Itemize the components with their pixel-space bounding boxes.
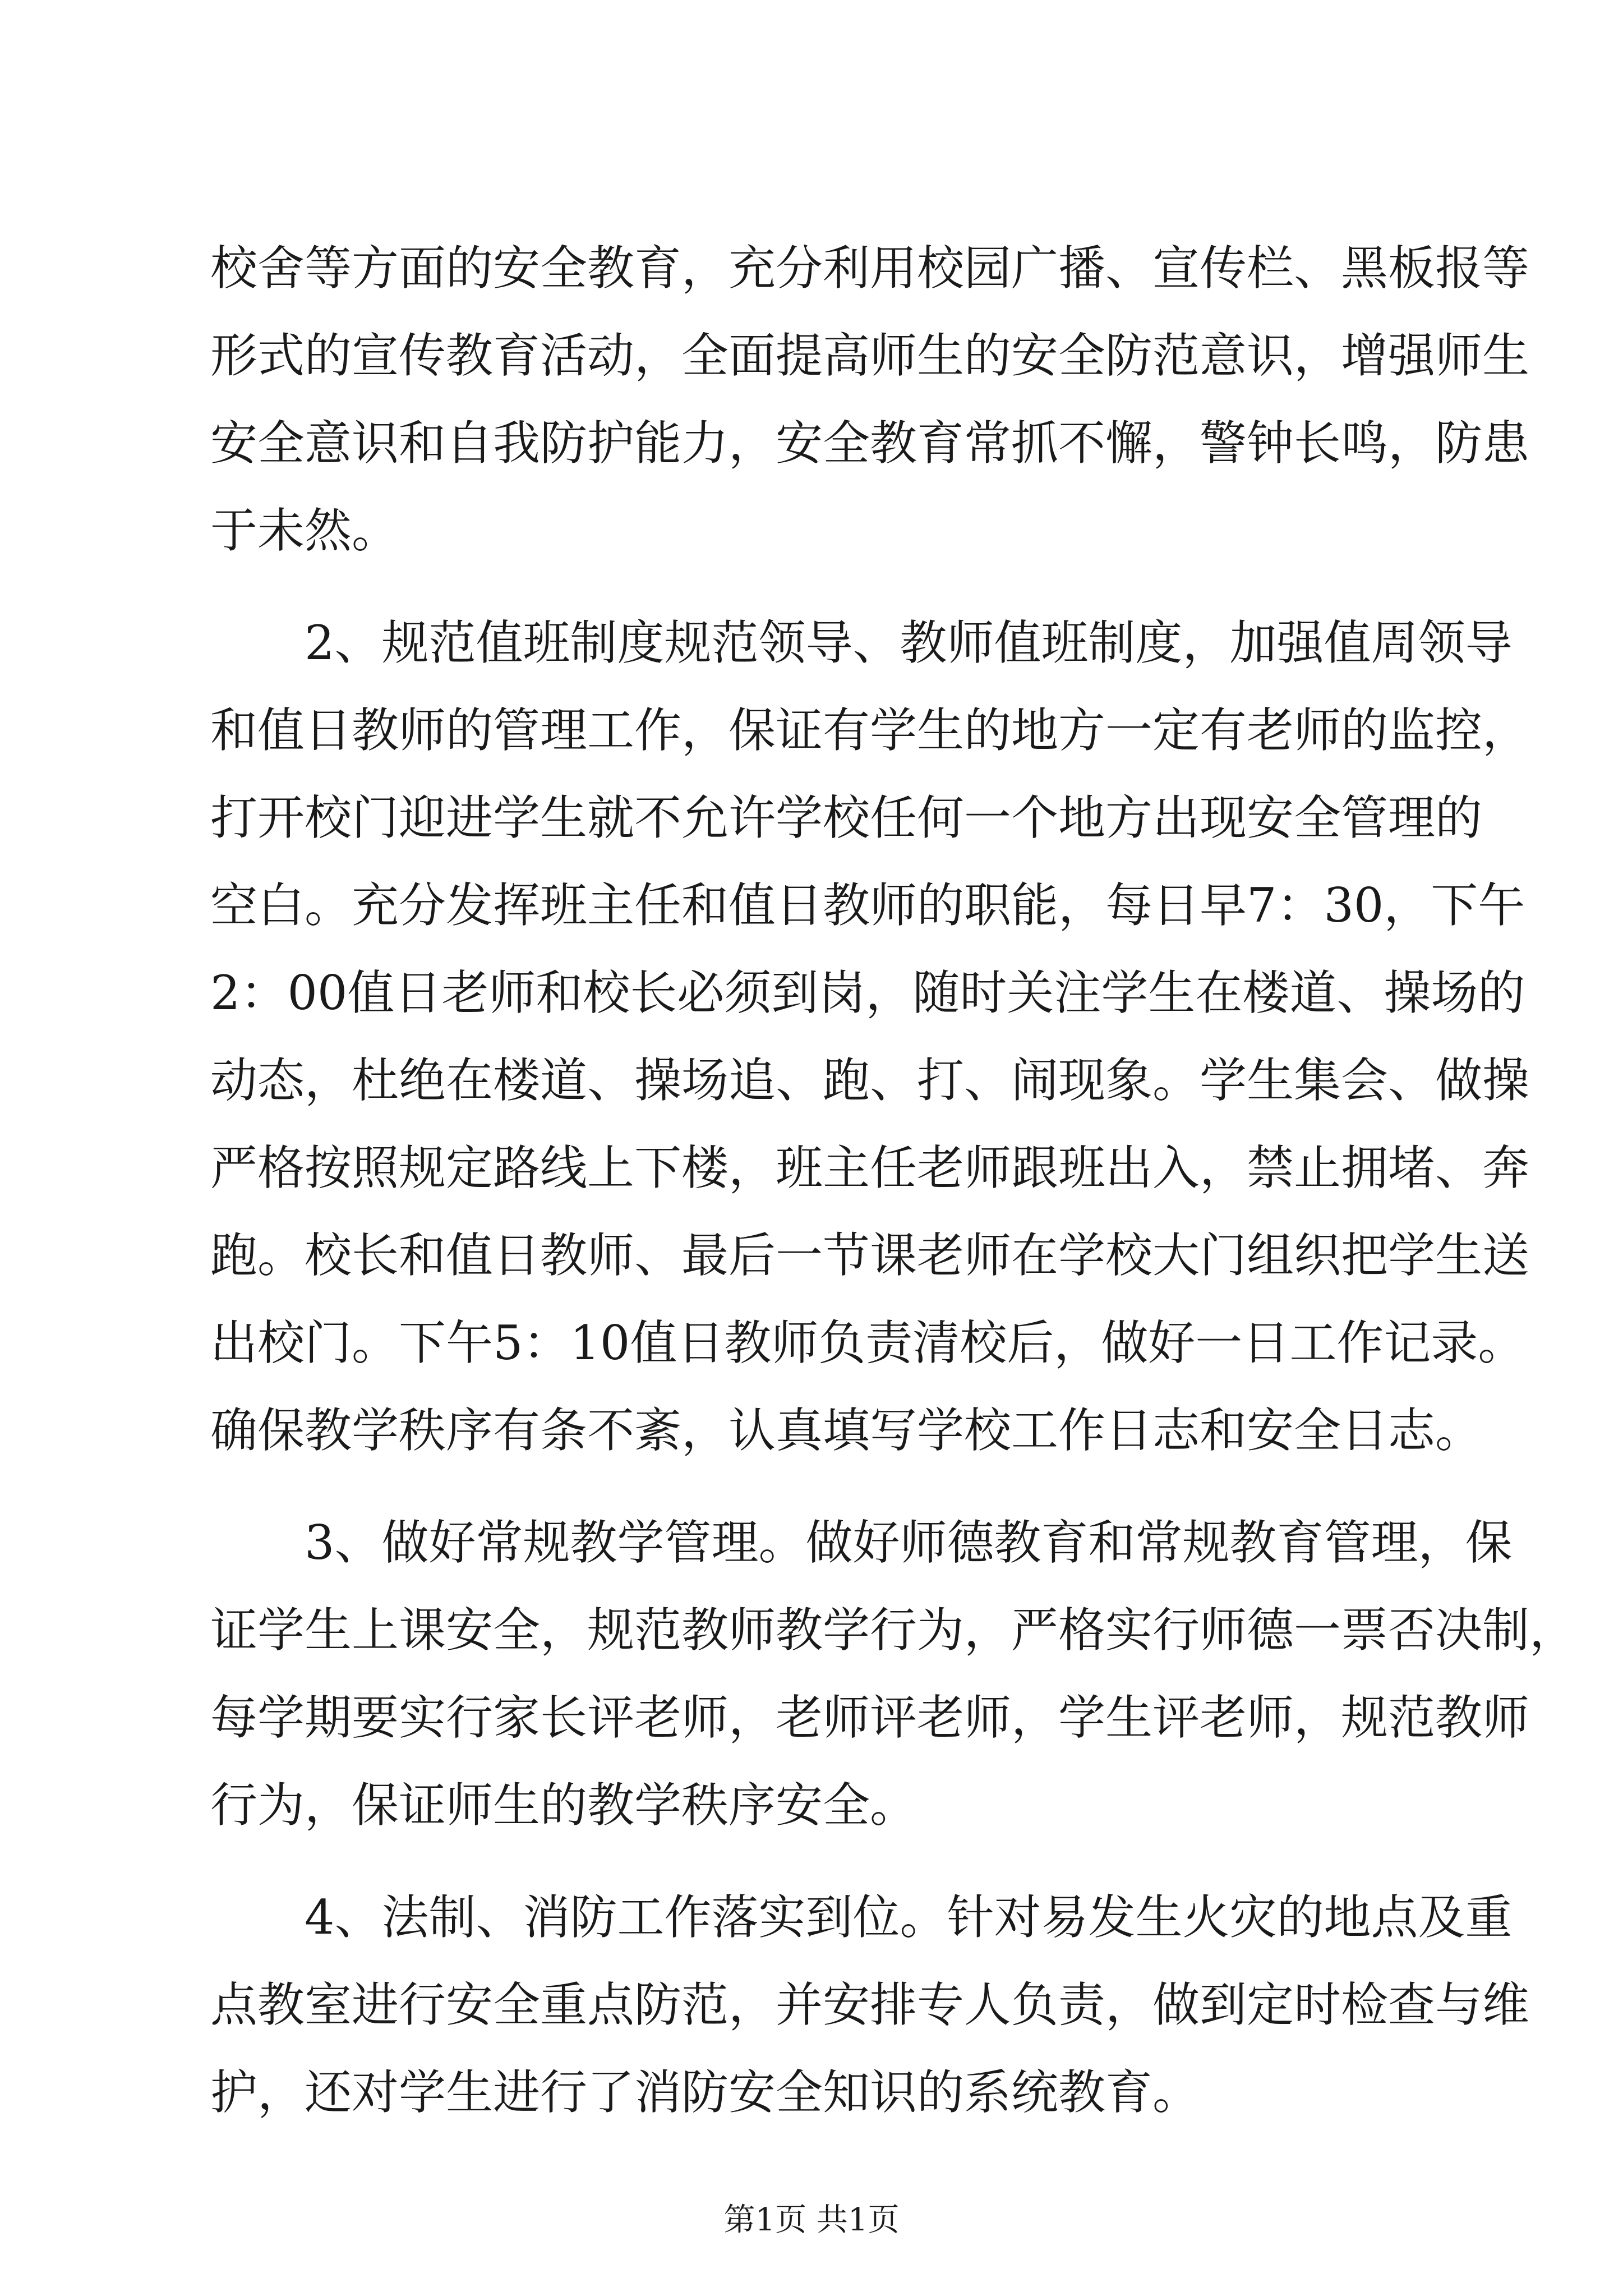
text-line: 跑。校长和值日教师、最后一节课老师在学校大门组织把学生送 <box>210 1228 1530 1283</box>
text-line: 护，还对学生进行了消防安全知识的系统教育。 <box>210 2065 1200 2120</box>
text-line: 校舍等方面的安全教育，充分利用校园广播、宣传栏、黑板报等 <box>210 241 1530 296</box>
text-line: 动态，杜绝在楼道、操场追、跑、打、闹现象。学生集会、做操 <box>210 1053 1530 1108</box>
text-line: 形式的宣传教育活动，全面提高师生的安全防范意识，增强师生 <box>210 328 1530 383</box>
text-line: 行为，保证师生的教学秩序安全。 <box>210 1778 917 1833</box>
text-line: 确保教学秩序有条不紊，认真填写学校工作日志和安全日志。 <box>210 1403 1483 1458</box>
text-line: 空白。充分发挥班主任和值日教师的职能，每日早7：30，下午 <box>210 878 1525 933</box>
paragraph-first-line: 4、法制、消防工作落实到位。针对易发生火灾的地点及重 <box>305 1890 1513 1945</box>
text-line: 于未然。 <box>210 503 399 558</box>
text-line: 安全意识和自我防护能力，安全教育常抓不懈，警钟长鸣，防患 <box>210 416 1530 471</box>
text-line: 2：00值日老师和校长必须到岗，随时关注学生在楼道、操场的 <box>210 965 1525 1020</box>
text-line: 每学期要实行家长评老师，老师评老师，学生评老师，规范教师 <box>210 1690 1530 1745</box>
paragraph-first-line: 2、规范值班制度规范领导、教师值班制度，加强值周领导 <box>305 615 1513 670</box>
page-footer: 第1页 共1页 <box>723 2202 900 2238</box>
text-line: 打开校门迎进学生就不允许学校任何一个地方出现安全管理的 <box>210 790 1483 845</box>
text-line: 严格按照规定路线上下楼，班主任老师跟班出入，禁止拥堵、奔 <box>210 1140 1530 1195</box>
paragraph-first-line: 3、做好常规教学管理。做好师德教育和常规教育管理，保 <box>305 1515 1513 1570</box>
text-line: 出校门。下午5：10值日教师负责清校后，做好一日工作记录。 <box>210 1315 1525 1370</box>
text-line: 证学生上课安全，规范教师教学行为，严格实行师德一票否决制， <box>210 1603 1577 1658</box>
text-line: 和值日教师的管理工作，保证有学生的地方一定有老师的监控， <box>210 703 1530 758</box>
text-line: 点教室进行安全重点防范，并安排专人负责，做到定时检查与维 <box>210 1977 1530 2032</box>
